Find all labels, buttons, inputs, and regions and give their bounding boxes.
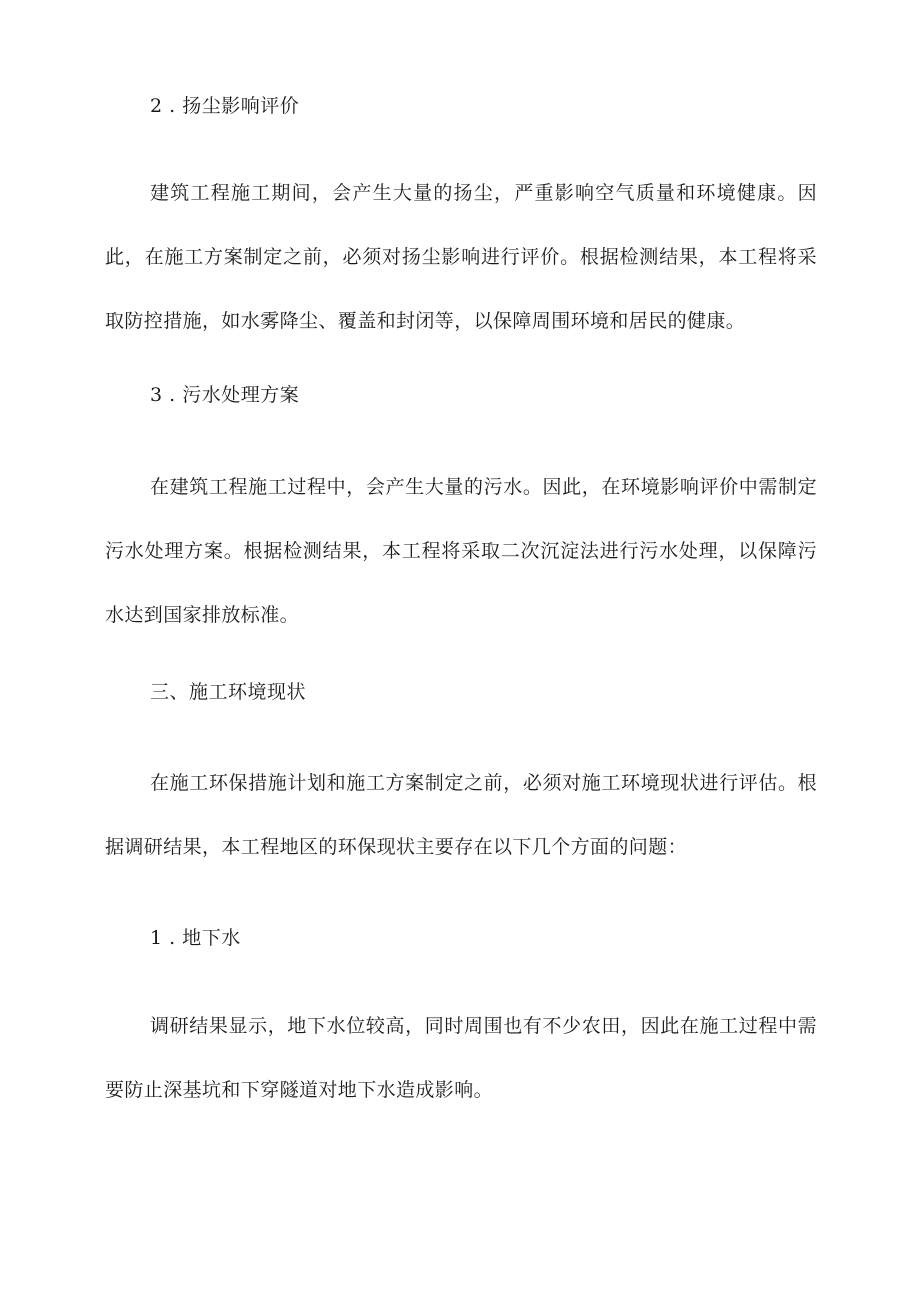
section-heading-sewage-plan: 3 . 污水处理方案 (150, 384, 300, 406)
section-heading-dust-impact: 2 . 扬尘影响评价 (150, 95, 300, 117)
section-paragraph-groundwater: 调研结果显示，地下水位较高，同时周围也有不少农田，因此在施工过程中需要防止深基坑和下穿隧道对地下水造成影响。 (105, 1015, 817, 1101)
section-paragraph-dust-impact: 建筑工程施工期间，会产生大量的扬尘，严重影响空气质量和环境健康。因此，在施工方案制定之前，必须对扬尘影响进行评价。根据检测结果，本工程将采取防控措施，如水雾降尘、覆盖和封闭等，以保障周围环境和居民的健康。 (105, 182, 817, 332)
section-heading-environment-status: 三、施工环境现状 (150, 681, 307, 703)
section-paragraph-environment-status: 在施工环保措施计划和施工方案制定之前，必须对施工环境现状进行评估。根据调研结果，本工程地区的环保现状主要存在以下几个方面的问题： (105, 772, 817, 858)
section-paragraph-sewage-plan: 在建筑工程施工过程中，会产生大量的污水。因此，在环境影响评价中需制定污水处理方案。根据检测结果，本工程将采取二次沉淀法进行污水处理，以保障污水达到国家排放标准。 (105, 476, 817, 626)
section-heading-groundwater: 1 . 地下水 (150, 927, 241, 949)
